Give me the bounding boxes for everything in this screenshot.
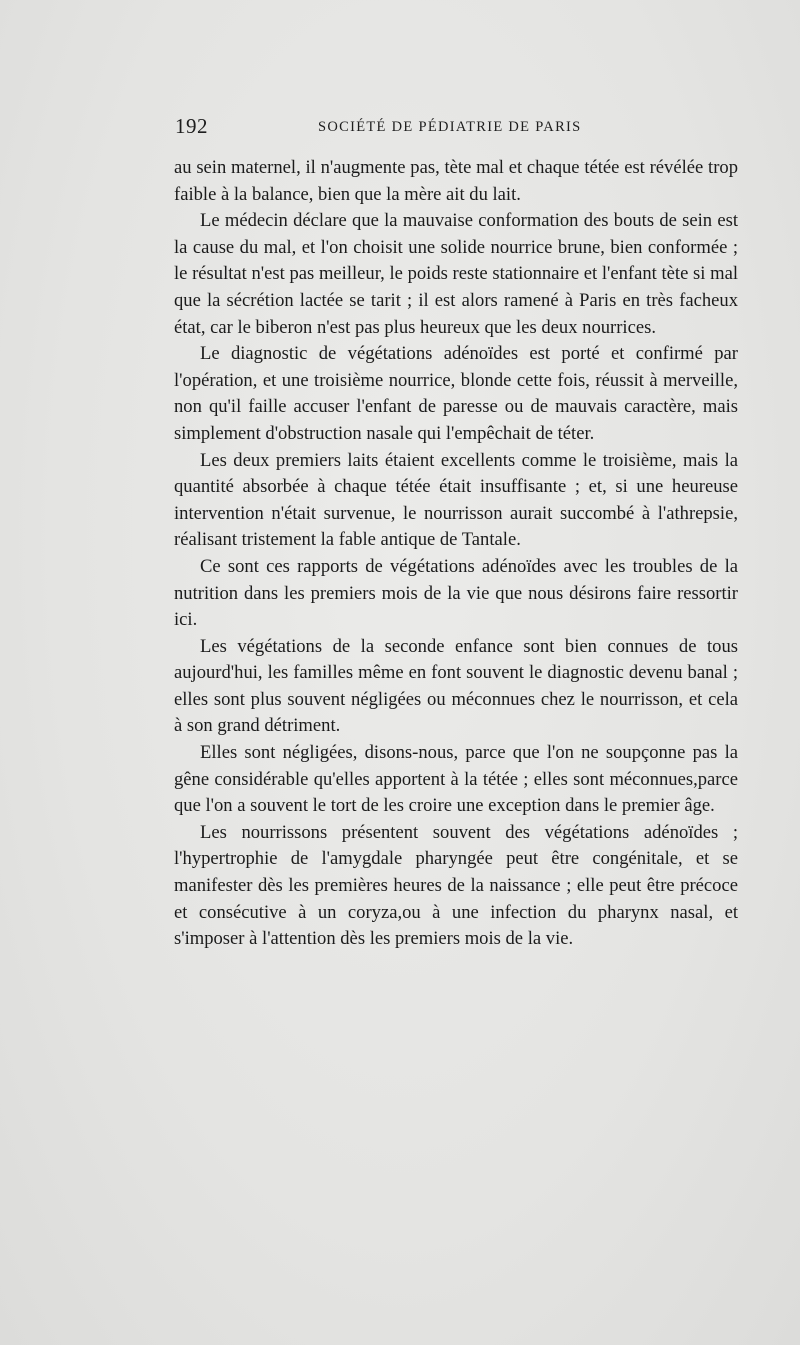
paragraph: Le diagnostic de végétations adénoïdes est porté et confirmé par l'opération, et une troisième nourrice, blonde cette fois, réussit à merveille, non qu'il faille accuser l'enfant de paresse ou de mauvais caractère, mais simplement d'obstruction nasale qui l'empêchait de téter. — [174, 343, 738, 444]
running-head: SOCIÉTÉ DE PÉDIATRIE DE PARIS — [318, 119, 582, 135]
body-text — [174, 155, 738, 953]
paragraph: Les végétations de la seconde enfance sont bien connues de tous aujourd'hui, les familles même en font souvent le diagnostic devenu banal ; elles sont plus souvent négligées ou méconnues chez le nourrisson, et cela à son grand détriment. — [174, 635, 738, 737]
paragraph: au sein maternel, il n'augmente pas, tète mal et chaque tétée est révélée trop faible à la balance, bien que la mère ait du lait. — [174, 157, 738, 205]
paragraph: Ce sont ces rapports de végétations adénoïdes avec les troubles de la nutrition dans les premiers mois de la vie que nous désirons faire ressortir ici. — [174, 555, 738, 631]
paragraph: Elles sont négligées, disons-nous, parce que l'on ne soupçonne pas la gêne considérable qu'elles apportent à la tétée ; elles sont méconnues,parce que l'on a souvent le tort de les croire une exception dans le premier âge. — [174, 742, 738, 817]
page-number: 192 — [175, 114, 208, 138]
paragraph: Les nourrissons présentent souvent des végétations adénoïdes ; l'hypertrophie de l'amygdale pharyngée peut être congénitale, et se manifester dès les premières heures de la naissance ; elle peut être précoce et consécutive à un coryza,ou à une infection du pharynx nasal, et s'imposer à l'attention dès les premiers mois de la vie. — [174, 821, 738, 950]
paragraph: Les deux premiers laits étaient excellents comme le troisième, mais la quantité absorbée à chaque tétée était insuffisante ; et, si une heureuse intervention n'était survenue, le nourrisson aurait succombé à l'athrepsie, réalisant tristement la fable antique de Tantale. — [174, 449, 738, 551]
paragraph: Le médecin déclare que la mauvaise conformation des bouts de sein est la cause du mal, et l'on choisit une solide nourrice brune, bien conformée ; le résultat n'est pas meilleur, le poids reste stationnaire et l'enfant tète si mal que la sécrétion lactée se tarit ; il est alors ramené à Paris en très facheux état, car le biberon n'est pas plus heureux que les deux nourrices. — [174, 210, 738, 338]
